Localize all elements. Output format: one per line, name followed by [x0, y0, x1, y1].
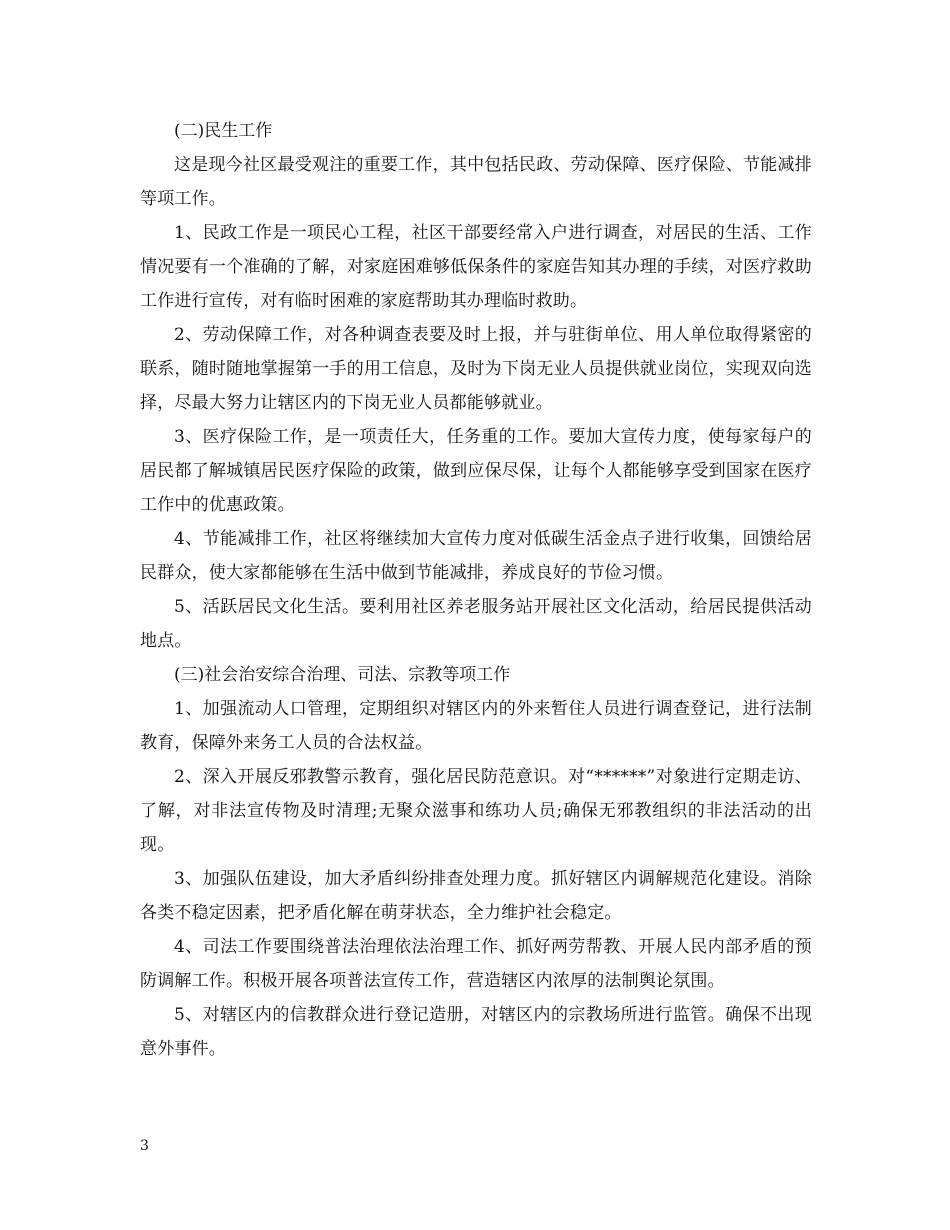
paragraph-judicial-work: 4、司法工作要围绕普法治理依法治理工作、抓好两劳帮教、开展人民内部矛盾的预防调解工作。积极开展各项普法宣传工作，营造辖区内浓厚的法制舆论氛围。 — [140, 937, 812, 991]
page-number: 3 — [140, 1138, 149, 1154]
section-heading-public-security: (三)社会治安综合治理、司法、宗教等项工作 — [174, 665, 511, 685]
document-body — [140, 114, 812, 1066]
paragraph-migrant-management: 1、加强流动人口管理，定期组织对辖区内的外来暂住人员进行调查登记，进行法制教育，保障外来务工人员的合法权益。 — [140, 699, 812, 753]
paragraph-cultural-life: 5、活跃居民文化生活。要利用社区养老服务站开展社区文化活动，给居民提供活动地点。 — [140, 597, 812, 651]
paragraph-intro: 这是现今社区最受观注的重要工作，其中包括民政、劳动保障、医疗保险、节能减排等项工作。 — [140, 155, 812, 209]
paragraph-anti-cult: 2、深入开展反邪教警示教育，强化居民防范意识。对“******”对象进行定期走访、了解，对非法宣传物及时清理;无聚众滋事和练功人员;确保无邪教组织的非法活动的出现。 — [140, 767, 812, 855]
paragraph-religion: 5、对辖区内的信教群众进行登记造册，对辖区内的宗教场所进行监管。确保不出现意外事件。 — [140, 1005, 812, 1059]
paragraph-medical-insurance: 3、医疗保险工作，是一项责任大，任务重的工作。要加大宣传力度，使每家每户的居民都了解城镇居民医疗保险的政策，做到应保尽保，让每个人都能够享受到国家在医疗工作中的优惠政策。 — [140, 427, 812, 515]
paragraph-energy-saving: 4、节能减排工作，社区将继续加大宣传力度对低碳生活金点子进行收集，回馈给居民群众，使大家都能够在生活中做到节能减排，养成良好的节俭习惯。 — [140, 529, 812, 583]
paragraph-labor-security: 2、劳动保障工作，对各种调查表要及时上报，并与驻街单位、用人单位取得紧密的联系，随时随地掌握第一手的用工信息，及时为下岗无业人员提供就业岗位，实现双向选择，尽最大努力让辖区内的下岗无业人员都能够就业。 — [140, 325, 812, 413]
paragraph-team-building: 3、加强队伍建设，加大矛盾纠纷排查处理力度。抓好辖区内调解规范化建设。消除各类不稳定因素，把矛盾化解在萌芽状态，全力维护社会稳定。 — [140, 869, 812, 923]
paragraph-civil-affairs: 1、民政工作是一项民心工程，社区干部要经常入户进行调查，对居民的生活、工作情况要有一个准确的了解，对家庭困难够低保条件的家庭告知其办理的手续，对医疗救助工作进行宣传，对有临时困难的家庭帮助其办理临时救助。 — [140, 223, 812, 311]
section-heading-livelihood: (二)民生工作 — [174, 121, 273, 141]
